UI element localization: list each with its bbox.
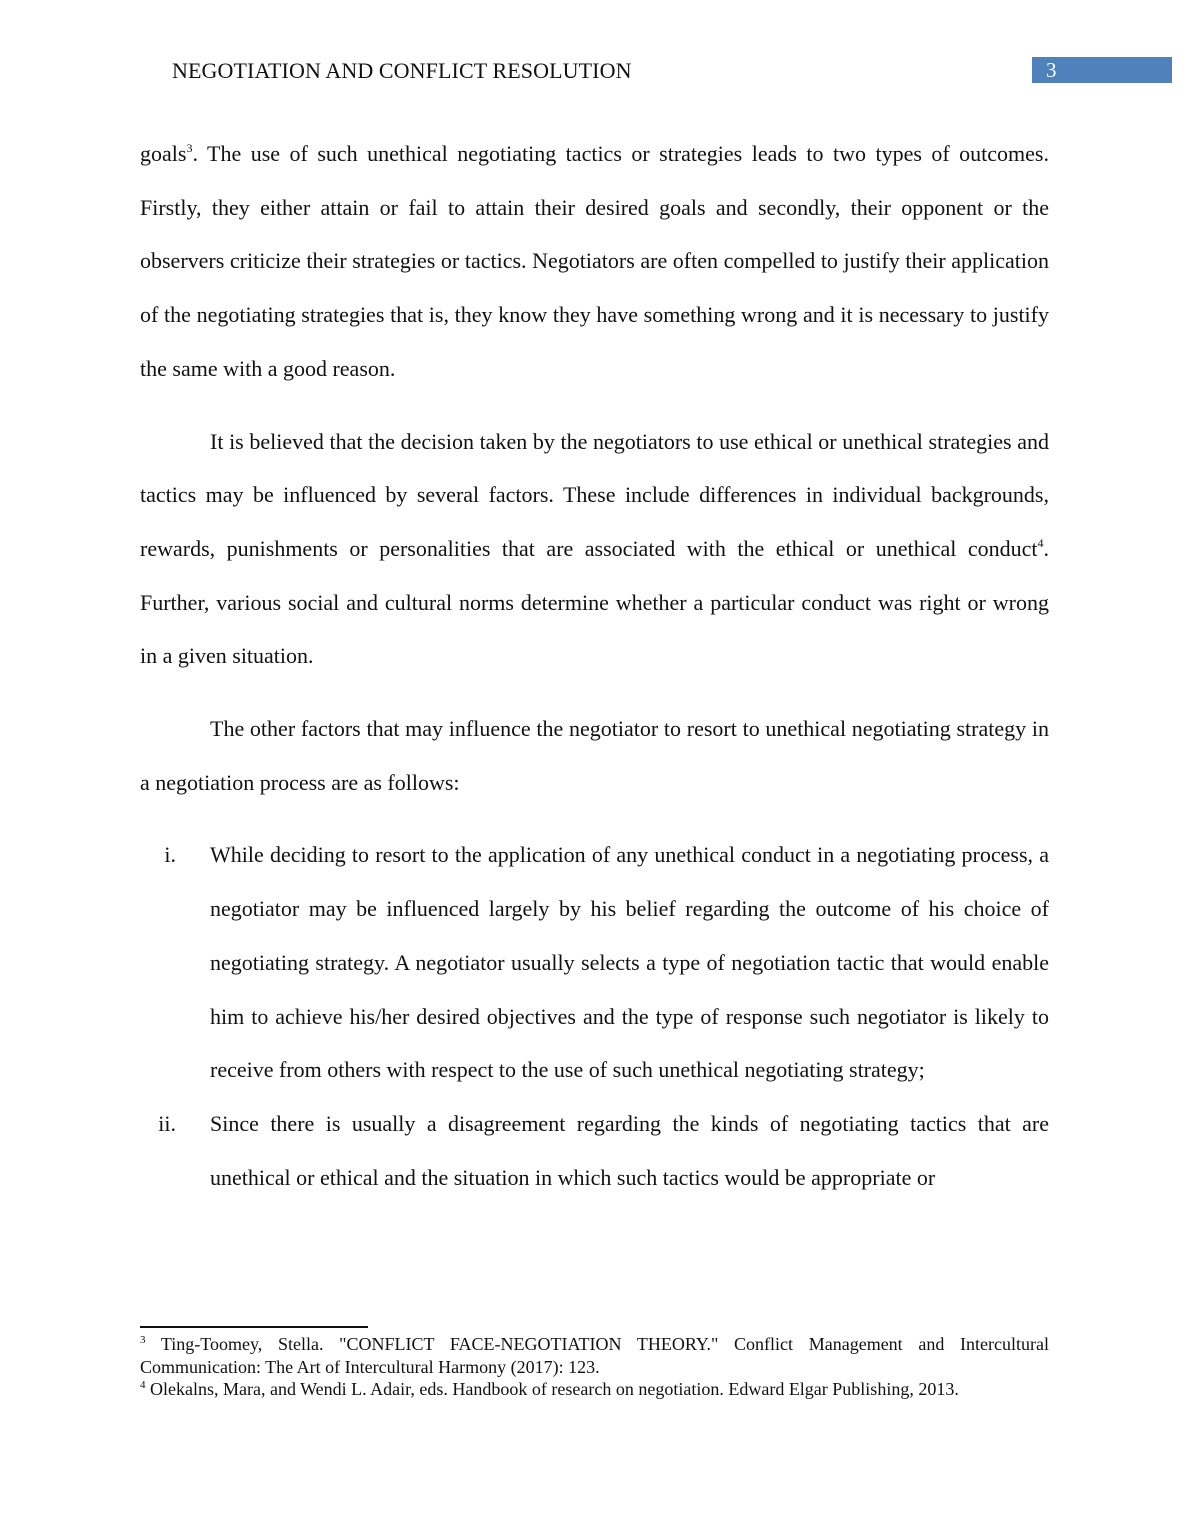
list-item-text: While deciding to resort to the application of any unethical conduct in a negotiating process, a negotiator may be influenced largely by his belief regarding the outcome of his choice of negotiating strategy. A negotiator usually selects a type of negotiation tactic that would enable him to achieve his/her desired objectives and the type of response such negotiator is likely to receive from others with respect to the use of such unethical negotiating strategy; xyxy=(210,842,1049,1083)
paragraph-1-rest: . The use of such unethical negotiating tactics or strategies leads to two types of outcomes. Firstly, they either attain or fail to attain their desired goals and secondly, their opponent or the observers criticize their strategies or tactics. Negotiators are often compelled to justify their application of the negotiating strategies that is, they know they have something wrong and it is necessary to justify the same with a good reason. xyxy=(140,141,1049,381)
footnotes xyxy=(140,1333,1049,1401)
paragraph-3: The other factors that may influence the negotiator to resort to unethical negotiating strategy in a negotiation process are as follows: xyxy=(140,716,1049,795)
factors-list xyxy=(140,828,1049,1204)
list-marker: ii. xyxy=(158,1110,176,1136)
footnote-number: 4 xyxy=(140,1379,146,1391)
footnote-text: Ting-Toomey, Stella. "CONFLICT FACE-NEGOTIATION THEORY." Conflict Management and Intercultural Communication: The Art of Intercultural Harmony (2017): 123. xyxy=(140,1334,1049,1377)
footnote-ref-3[interactable]: 3 xyxy=(186,141,193,155)
page-number: 3 xyxy=(1032,57,1172,83)
paragraph-1-start: goals xyxy=(140,141,187,166)
list-marker: i. xyxy=(164,842,176,868)
footnote-4 xyxy=(140,1378,1049,1401)
footnote-text: Olekalns, Mara, and Wendi L. Adair, eds. Handbook of research on negotiation. Edward Elgar Publishing, 2013. xyxy=(145,1379,959,1399)
paragraph-2 xyxy=(140,415,1049,684)
footnote-ref-4[interactable]: 4 xyxy=(1037,535,1044,550)
list-item xyxy=(140,828,1049,1097)
paragraph-2-start: It is believed that the decision taken by the negotiators to use ethical or unethical strategies and tactics may be influenced by several factors. These include differences in individual backgrounds, rewards, punishments or personalities that are associated with the ethical or unethical conduct xyxy=(140,428,1049,561)
list-item xyxy=(140,1097,1049,1204)
body-text xyxy=(140,127,1049,1204)
paragraph-1 xyxy=(140,127,1049,396)
list-item-text: Since there is usually a disagreement regarding the kinds of negotiating tactics that are unethical or ethical and the situation in which such tactics would be appropriate or xyxy=(210,1110,1049,1190)
running-head: NEGOTIATION AND CONFLICT RESOLUTION xyxy=(172,58,632,83)
paragraph-2-rest: . Further, various social and cultural norms determine whether a particular conduct was right or wrong in a given situation. xyxy=(140,535,1049,669)
footnote-separator xyxy=(140,1326,368,1328)
footnote-number: 3 xyxy=(140,1334,146,1346)
footnote-3 xyxy=(140,1333,1049,1378)
